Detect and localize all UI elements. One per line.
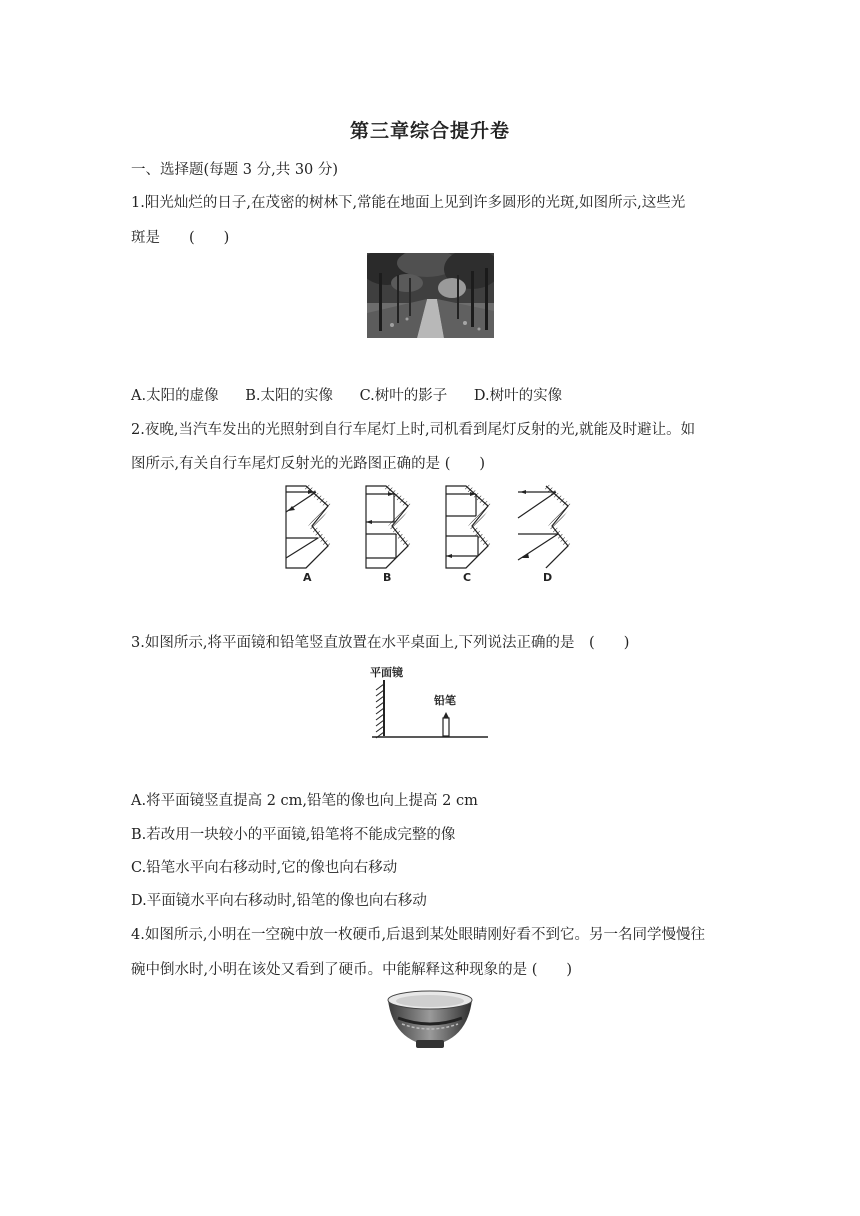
question-1-line-1: 1.阳光灿烂的日子,在茂密的树林下,常能在地面上见到许多圆形的光斑,如图所示,这些光 [131, 195, 686, 211]
mirror-pencil-diagram [368, 660, 493, 744]
diagram-d [518, 486, 568, 568]
pencil-label: 铅笔 [434, 694, 456, 707]
diagram-label-a: A [303, 571, 312, 584]
q1-option-d[interactable]: D.树叶的实像 [473, 388, 563, 404]
diagram-b [366, 486, 408, 568]
q3-option-d[interactable]: D.平面镜水平向右移动时,铅笔的像也向右移动 [131, 893, 427, 909]
diagram-label-c: C [463, 571, 472, 584]
question-3-line-1: 3.如图所示,将平面镜和铅笔竖直放置在水平桌面上,下列说法正确的是 ( ) [131, 635, 630, 651]
diagram-label-d: D [543, 571, 553, 584]
q1-option-b[interactable]: B.太阳的实像 [245, 388, 333, 404]
diagram-a [286, 486, 328, 568]
forest-photo [367, 253, 494, 338]
q1-option-c[interactable]: C.树叶的影子 [359, 388, 448, 404]
q3-option-b[interactable]: B.若改用一块较小的平面镜,铅笔将不能成完整的像 [131, 827, 456, 843]
q1-option-a[interactable]: A.太阳的虚像 [131, 388, 219, 404]
q3-option-a[interactable]: A.将平面镜竖直提高 2 cm,铅笔的像也向上提高 2 cm [131, 793, 478, 809]
section-heading: 一、选择题(每题 3 分,共 30 分) [131, 162, 339, 178]
question-1-line-2: 斑是 ( ) [131, 230, 230, 246]
question-4-line-2: 碗中倒水时,小明在该处又看到了硬币。中能解释这种现象的是 ( ) [131, 962, 573, 978]
reflector-diagrams [278, 482, 578, 588]
diagram-c [446, 486, 488, 568]
page-title: 第三章综合提升卷 [349, 120, 510, 142]
question-4-line-1: 4.如图所示,小明在一空碗中放一枚硬币,后退到某处眼睛刚好看不到它。另一名同学慢慢往 [131, 927, 706, 943]
mirror-label: 平面镜 [370, 666, 403, 679]
diagram-label-b: B [383, 571, 392, 584]
question-1-options [131, 384, 562, 405]
question-2-line-1: 2.夜晚,当汽车发出的光照射到自行车尾灯上时,司机看到尾灯反射的光,就能及时避让。如 [131, 422, 696, 438]
q3-option-c[interactable]: C.铅笔水平向右移动时,它的像也向右移动 [131, 860, 398, 876]
bowl-photo [386, 988, 474, 1052]
question-2-line-2: 图所示,有关自行车尾灯反射光的光路图正确的是 ( ) [131, 456, 486, 472]
